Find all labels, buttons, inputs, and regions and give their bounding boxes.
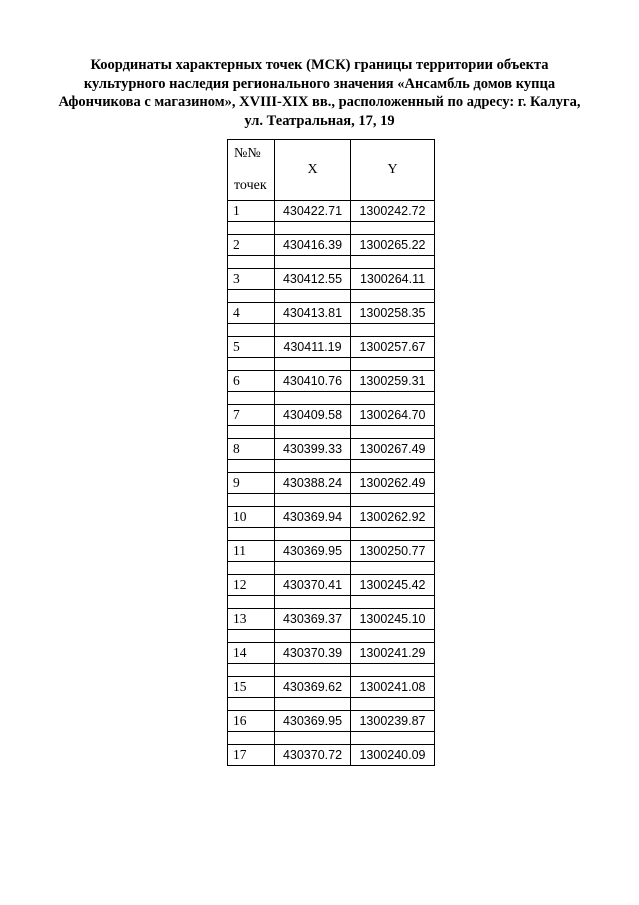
empty-cell [228, 324, 275, 337]
empty-cell [351, 324, 435, 337]
point-number-cell: 17 [228, 745, 275, 766]
y-coordinate-cell: 1300259.31 [351, 371, 435, 392]
table-row [228, 405, 435, 426]
y-coordinate-cell: 1300262.49 [351, 473, 435, 494]
x-coordinate-cell: 430369.62 [275, 677, 351, 698]
spacer-row [228, 528, 435, 541]
table-row [228, 337, 435, 358]
point-number-cell: 13 [228, 609, 275, 630]
empty-cell [228, 698, 275, 711]
x-coordinate-cell: 430399.33 [275, 439, 351, 460]
empty-cell [228, 392, 275, 405]
x-coordinate-cell: 430369.95 [275, 711, 351, 732]
table-row [228, 609, 435, 630]
spacer-row [228, 358, 435, 371]
table-row [228, 643, 435, 664]
y-coordinate-cell: 1300245.42 [351, 575, 435, 596]
spacer-row [228, 630, 435, 643]
y-coordinate-cell: 1300241.08 [351, 677, 435, 698]
empty-cell [275, 528, 351, 541]
table-row [228, 371, 435, 392]
title-line-1: Координаты характерных точек (МСК) границы территории объекта [90, 57, 549, 73]
y-coordinate-cell: 1300245.10 [351, 609, 435, 630]
spacer-row [228, 698, 435, 711]
point-number-cell: 10 [228, 507, 275, 528]
empty-cell [351, 222, 435, 235]
empty-cell [228, 494, 275, 507]
table-row [228, 439, 435, 460]
x-coordinate-cell: 430370.39 [275, 643, 351, 664]
y-coordinate-cell: 1300264.70 [351, 405, 435, 426]
x-coordinate-cell: 430370.41 [275, 575, 351, 596]
empty-cell [228, 460, 275, 473]
empty-cell [228, 528, 275, 541]
spacer-row [228, 256, 435, 269]
point-number-cell: 11 [228, 541, 275, 562]
point-number-cell: 5 [228, 337, 275, 358]
table-row [228, 235, 435, 256]
empty-cell [228, 256, 275, 269]
point-number-cell: 8 [228, 439, 275, 460]
empty-cell [351, 426, 435, 439]
empty-cell [228, 358, 275, 371]
x-coordinate-cell: 430369.95 [275, 541, 351, 562]
empty-cell [351, 528, 435, 541]
empty-cell [228, 664, 275, 677]
empty-cell [275, 732, 351, 745]
empty-cell [228, 426, 275, 439]
y-coordinate-cell: 1300239.87 [351, 711, 435, 732]
empty-cell [275, 324, 351, 337]
empty-cell [228, 596, 275, 609]
empty-cell [228, 562, 275, 575]
empty-cell [351, 596, 435, 609]
y-coordinate-cell: 1300240.09 [351, 745, 435, 766]
empty-cell [228, 222, 275, 235]
y-coordinate-cell: 1300258.35 [351, 303, 435, 324]
table-row [228, 473, 435, 494]
point-number-cell: 12 [228, 575, 275, 596]
empty-cell [351, 290, 435, 303]
empty-cell [275, 222, 351, 235]
spacer-row [228, 562, 435, 575]
point-number-cell: 1 [228, 201, 275, 222]
spacer-row [228, 664, 435, 677]
empty-cell [275, 698, 351, 711]
empty-cell [351, 494, 435, 507]
header-point-number [228, 140, 275, 201]
table-row [228, 201, 435, 222]
y-coordinate-cell: 1300241.29 [351, 643, 435, 664]
x-coordinate-cell: 430370.72 [275, 745, 351, 766]
x-coordinate-cell: 430369.94 [275, 507, 351, 528]
title-line-2: культурного наследия регионального значения «Ансамбль домов купца [83, 75, 556, 92]
y-coordinate-cell: 1300267.49 [351, 439, 435, 460]
table-row [228, 507, 435, 528]
y-coordinate-cell: 1300265.22 [351, 235, 435, 256]
table-row [228, 677, 435, 698]
table-row [228, 303, 435, 324]
y-coordinate-cell: 1300257.67 [351, 337, 435, 358]
empty-cell [275, 596, 351, 609]
header-y: Y [351, 140, 435, 201]
empty-cell [351, 392, 435, 405]
point-number-cell: 6 [228, 371, 275, 392]
empty-cell [351, 664, 435, 677]
point-number-cell: 7 [228, 405, 275, 426]
empty-cell [275, 460, 351, 473]
x-coordinate-cell: 430369.37 [275, 609, 351, 630]
spacer-row [228, 426, 435, 439]
point-number-cell: 15 [228, 677, 275, 698]
coordinates-table [227, 139, 435, 766]
spacer-row [228, 494, 435, 507]
point-number-cell: 14 [228, 643, 275, 664]
empty-cell [275, 256, 351, 269]
empty-cell [275, 562, 351, 575]
x-coordinate-cell: 430410.76 [275, 371, 351, 392]
empty-cell [351, 698, 435, 711]
point-number-cell: 9 [228, 473, 275, 494]
empty-cell [275, 664, 351, 677]
header-point-number-top: №№ [234, 146, 261, 161]
point-number-cell: 16 [228, 711, 275, 732]
empty-cell [228, 630, 275, 643]
x-coordinate-cell: 430413.81 [275, 303, 351, 324]
table-row [228, 711, 435, 732]
spacer-row [228, 324, 435, 337]
empty-cell [275, 630, 351, 643]
empty-cell [351, 630, 435, 643]
document-title [40, 56, 599, 130]
empty-cell [275, 426, 351, 439]
spacer-row [228, 460, 435, 473]
empty-cell [351, 732, 435, 745]
point-number-cell: 3 [228, 269, 275, 290]
spacer-row [228, 392, 435, 405]
table-row [228, 269, 435, 290]
table-row [228, 541, 435, 562]
empty-cell [351, 562, 435, 575]
y-coordinate-cell: 1300264.11 [351, 269, 435, 290]
empty-cell [275, 290, 351, 303]
x-coordinate-cell: 430388.24 [275, 473, 351, 494]
header-point-number-bottom: точек [234, 178, 267, 193]
spacer-row [228, 732, 435, 745]
empty-cell [351, 256, 435, 269]
table-header-row [228, 140, 435, 201]
point-number-cell: 4 [228, 303, 275, 324]
spacer-row [228, 290, 435, 303]
empty-cell [228, 732, 275, 745]
y-coordinate-cell: 1300250.77 [351, 541, 435, 562]
empty-cell [275, 358, 351, 371]
y-coordinate-cell: 1300242.72 [351, 201, 435, 222]
table-row [228, 575, 435, 596]
table-row [228, 745, 435, 766]
spacer-row [228, 222, 435, 235]
empty-cell [228, 290, 275, 303]
title-line-4: ул. Театральная, 17, 19 [244, 112, 395, 129]
x-coordinate-cell: 430422.71 [275, 201, 351, 222]
x-coordinate-cell: 430416.39 [275, 235, 351, 256]
x-coordinate-cell: 430411.19 [275, 337, 351, 358]
empty-cell [351, 460, 435, 473]
title-line-3: Афончикова с магазином», XVIII-XIX вв., расположенный по адресу: г. Калуга, [58, 94, 581, 110]
point-number-cell: 2 [228, 235, 275, 256]
empty-cell [351, 358, 435, 371]
x-coordinate-cell: 430412.55 [275, 269, 351, 290]
header-x: X [275, 140, 351, 201]
y-coordinate-cell: 1300262.92 [351, 507, 435, 528]
spacer-row [228, 596, 435, 609]
empty-cell [275, 392, 351, 405]
x-coordinate-cell: 430409.58 [275, 405, 351, 426]
empty-cell [275, 494, 351, 507]
